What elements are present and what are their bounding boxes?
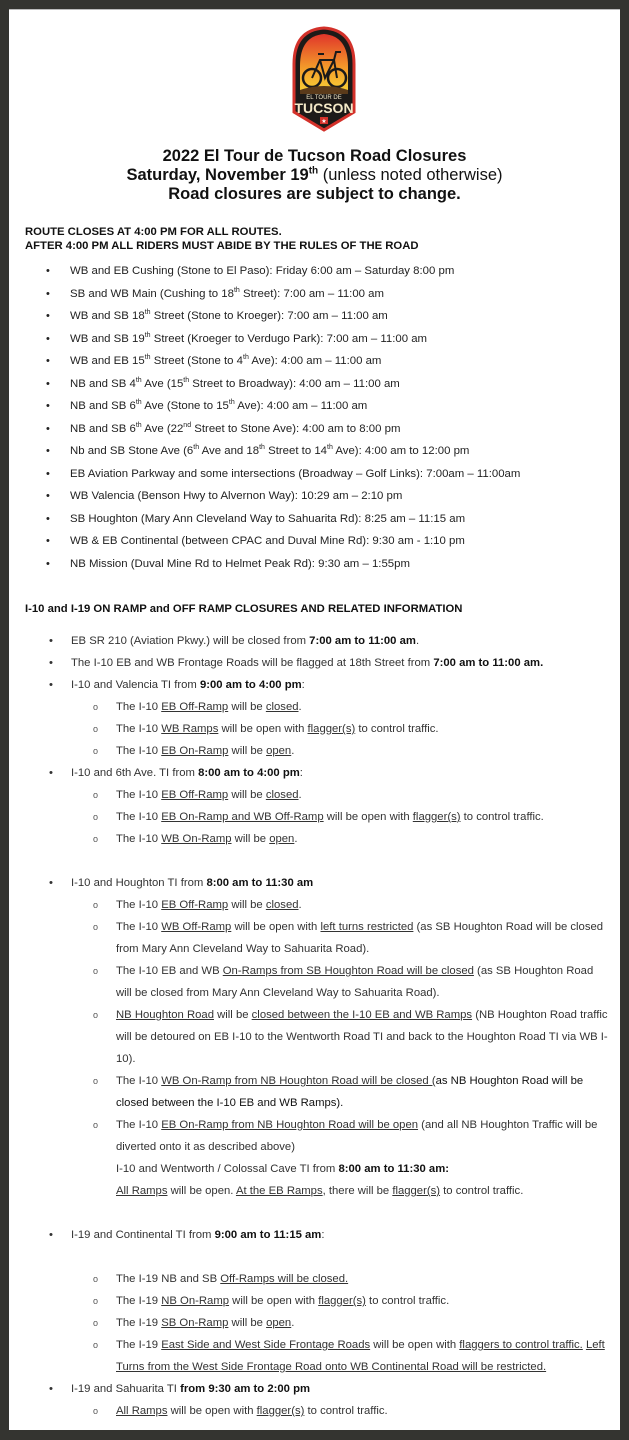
title-line-3: Road closures are subject to change. xyxy=(168,185,461,203)
spacer xyxy=(9,1246,620,1268)
route-note: ROUTE CLOSES AT 4:00 PM FOR ALL ROUTES. AFTER 4:00 PM ALL RIDERS MUST ABIDE BY THE RULES OF THE ROAD xyxy=(25,226,419,252)
closure-item: • WB and EB Cushing (Stone to El Paso): Friday 6:00 am – Saturday 8:00 pm xyxy=(9,263,609,286)
ramp-subitem: o The I-19 NB and SB Off-Ramps will be closed. xyxy=(9,1268,620,1290)
closure-item: • EB Aviation Parkway and some intersections (Broadway – Golf Links): 7:00am – 11:00am xyxy=(9,466,609,489)
closure-item: • SB and WB Main (Cushing to 18th Street): 7:00 am – 11:00 am xyxy=(9,286,609,309)
ramp-item: • I-10 and Houghton TI from 8:00 am to 11:30 am xyxy=(9,872,620,894)
ramp-subitem: o The I-19 East Side and West Side Frontage Roads will be open with flaggers to control traffic. Left Turns from the West Side Frontage Road onto WB Continental Road will be restricted. xyxy=(9,1334,620,1378)
el-tour-de-tucson-logo xyxy=(284,24,364,134)
spacer xyxy=(9,1202,620,1224)
spacer xyxy=(9,850,620,872)
closure-item: • WB Valencia (Benson Hwy to Alvernon Way): 10:29 am – 2:10 pm xyxy=(9,488,609,511)
title-line-1: 2022 El Tour de Tucson Road Closures xyxy=(162,147,467,165)
ramp-subitem: o The I-10 EB On-Ramp will be open. xyxy=(9,740,620,762)
ramp-item: • The I-10 EB and WB Frontage Roads will be flagged at 18th Street from 7:00 am to 11:00 am. xyxy=(9,652,620,674)
ramp-closures-list xyxy=(9,630,620,1422)
ramp-item: • EB SR 210 (Aviation Pkwy.) will be closed from 7:00 am to 11:00 am. xyxy=(9,630,620,652)
closure-item: • NB and SB 6th Ave (Stone to 15th Ave): 4:00 am – 11:00 am xyxy=(9,398,609,421)
ramp-paragraph: I-10 and Wentworth / Colossal Cave TI from 8:00 am to 11:30 am: xyxy=(116,1163,449,1175)
ramp-item: • I-19 and Continental TI from 9:00 am to 11:15 am: xyxy=(9,1224,620,1246)
ramp-subitem: o The I-10 WB On-Ramp from NB Houghton Road will be closed (as NB Houghton Road will be closed between the I-10 EB and WB Ramps). xyxy=(9,1070,620,1114)
document-title xyxy=(9,147,620,204)
ramps-section-heading: I-10 and I-19 ON RAMP and OFF RAMP CLOSURES AND RELATED INFORMATION xyxy=(25,603,463,615)
ramp-subitem: o The I-10 EB Off-Ramp will be closed. xyxy=(9,894,620,916)
ramp-subitem: o All Ramps will be open with flagger(s) to control traffic. xyxy=(9,1400,620,1422)
svg-text:★: ★ xyxy=(321,119,327,125)
closure-item: • WB and EB 15th Street (Stone to 4th Ave): 4:00 am – 11:00 am xyxy=(9,353,609,376)
ramp-subitem: o The I-10 WB On-Ramp will be open. xyxy=(9,828,620,850)
svg-text:TUCSON: TUCSON xyxy=(294,100,354,116)
document-page xyxy=(9,9,620,1430)
ramp-subitem: o The I-10 EB Off-Ramp will be closed. xyxy=(9,784,620,806)
ramp-subitem: o The I-10 EB and WB On-Ramps from SB Houghton Road will be closed (as SB Houghton Road will be closed from Mary Ann Cleveland Way to Sahuarita Road). xyxy=(9,960,620,1004)
closure-item: • NB and SB 4th Ave (15th Street to Broadway): 4:00 am – 11:00 am xyxy=(9,376,609,399)
closure-item: • WB and SB 18th Street (Stone to Kroeger): 7:00 am – 11:00 am xyxy=(9,308,609,331)
ramp-item: • I-10 and 6th Ave. TI from 8:00 am to 4:00 pm: xyxy=(9,762,620,784)
ramp-subitem: o The I-10 WB Ramps will be open with flagger(s) to control traffic. xyxy=(9,718,620,740)
ramp-item: • I-10 and Valencia TI from 9:00 am to 4:00 pm: xyxy=(9,674,620,696)
closure-item: • WB and SB 19th Street (Kroeger to Verdugo Park): 7:00 am – 11:00 am xyxy=(9,331,609,354)
closure-item: • Nb and SB Stone Ave (6th Ave and 18th Street to 14th Ave): 4:00 am to 12:00 pm xyxy=(9,443,609,466)
title-line-2: Saturday, November 19th (unless noted otherwise) xyxy=(126,165,503,184)
ramp-subitem: o NB Houghton Road will be closed between the I-10 EB and WB Ramps (NB Houghton Road traffic will be detoured on EB I-10 to the Wentworth Road TI and back to the Houghton Road TI via WB I-10). xyxy=(9,1004,620,1070)
ramp-subitem: o The I-10 WB Off-Ramp will be open with left turns restricted (as SB Houghton Road will be closed from Mary Ann Cleveland Way to Sahuarita Road). xyxy=(9,916,620,960)
ramp-subitem: o The I-10 EB Off-Ramp will be closed. xyxy=(9,696,620,718)
ramp-subitem: o The I-19 NB On-Ramp will be open with flagger(s) to control traffic. xyxy=(9,1290,620,1312)
ramp-subitem: o The I-19 SB On-Ramp will be open. xyxy=(9,1312,620,1334)
closure-item: • WB & EB Continental (between CPAC and Duval Mine Rd): 9:30 am - 1:10 pm xyxy=(9,533,609,556)
ramp-item: • I-19 and Sahuarita TI from 9:30 am to 2:00 pm xyxy=(9,1378,620,1400)
ramp-subitem: o The I-10 EB On-Ramp and WB Off-Ramp will be open with flagger(s) to control traffic. xyxy=(9,806,620,828)
bicycle-badge-icon xyxy=(284,24,364,134)
road-closures-list xyxy=(9,263,609,578)
svg-text:EL TOUR DE: EL TOUR DE xyxy=(306,95,342,101)
closure-item: • SB Houghton (Mary Ann Cleveland Way to Sahuarita Rd): 8:25 am – 11:15 am xyxy=(9,511,609,534)
ramp-paragraph: All Ramps will be open. At the EB Ramps, there will be flagger(s) to control traffic. xyxy=(116,1185,524,1197)
closure-item: • NB Mission (Duval Mine Rd to Helmet Peak Rd): 9:30 am – 1:55pm xyxy=(9,556,609,579)
closure-item: • NB and SB 6th Ave (22nd Street to Stone Ave): 4:00 am to 8:00 pm xyxy=(9,421,609,444)
ramp-subitem: o The I-10 EB On-Ramp from NB Houghton Road will be open (and all NB Houghton Traffic will be diverted onto it as described above) xyxy=(9,1114,620,1158)
